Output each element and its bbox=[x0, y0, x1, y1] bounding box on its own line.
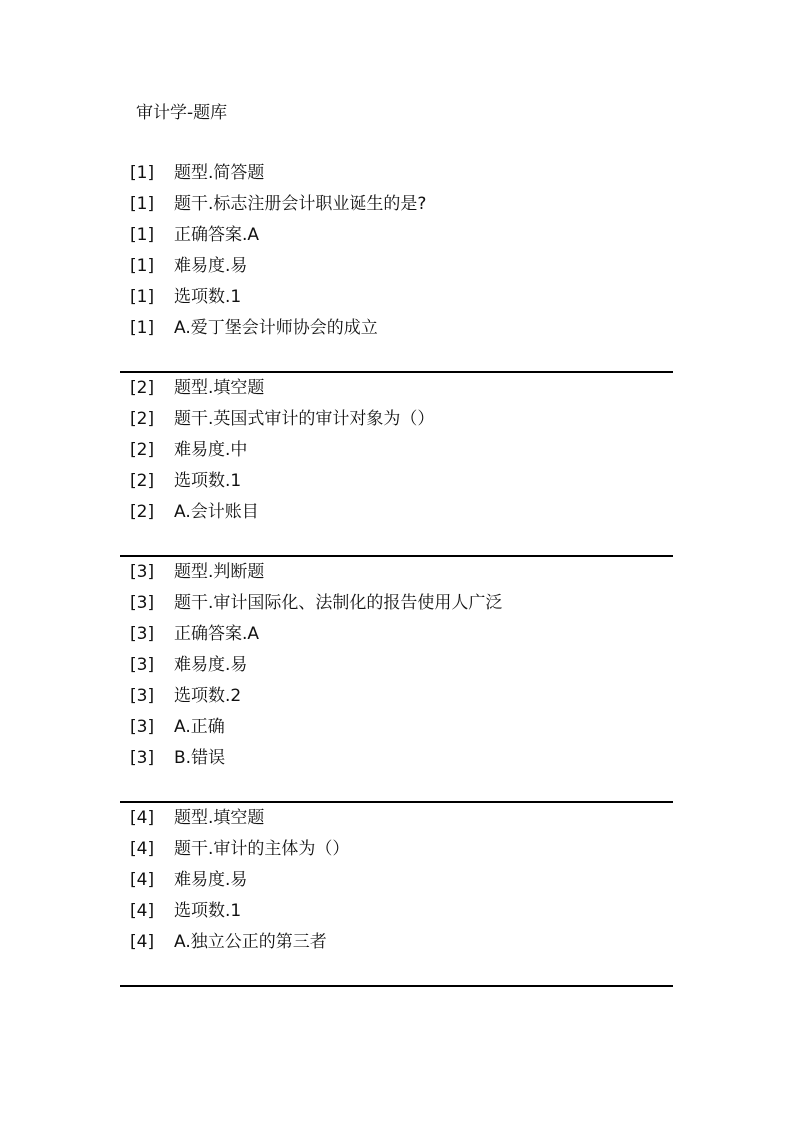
question-line bbox=[120, 743, 673, 774]
question-line bbox=[120, 189, 673, 220]
question-field-text: 难易度.易 bbox=[174, 870, 248, 890]
question-line bbox=[120, 927, 673, 958]
question-field-text: A.正确 bbox=[174, 717, 225, 737]
question-number: [3] bbox=[130, 717, 155, 737]
question-number: [1] bbox=[130, 194, 155, 214]
question-line bbox=[120, 650, 673, 681]
question-line bbox=[120, 803, 673, 834]
question-number: [2] bbox=[130, 440, 155, 460]
question-number: [4] bbox=[130, 901, 155, 921]
question-number: [1] bbox=[130, 287, 155, 307]
question-field-text: 题干.标志注册会计职业诞生的是? bbox=[174, 194, 427, 214]
question-block bbox=[120, 158, 673, 373]
question-list bbox=[120, 158, 673, 987]
question-block bbox=[120, 557, 673, 803]
question-field-text: 选项数.1 bbox=[174, 901, 242, 921]
question-field-text: 难易度.易 bbox=[174, 256, 248, 276]
question-number: [4] bbox=[130, 870, 155, 890]
question-field-text: 选项数.2 bbox=[174, 686, 242, 706]
question-number: [1] bbox=[130, 256, 155, 276]
question-field-text: 题型.填空题 bbox=[174, 378, 265, 398]
question-number: [1] bbox=[130, 318, 155, 338]
question-number: [3] bbox=[130, 686, 155, 706]
question-line bbox=[120, 313, 673, 344]
question-line bbox=[120, 557, 673, 588]
question-field-text: 题型.简答题 bbox=[174, 163, 265, 183]
question-field-text: 题型.判断题 bbox=[174, 562, 265, 582]
question-number: [4] bbox=[130, 932, 155, 952]
question-number: [3] bbox=[130, 593, 155, 613]
question-line bbox=[120, 220, 673, 251]
question-number: [1] bbox=[130, 225, 155, 245]
question-field-text: B.错误 bbox=[174, 748, 226, 768]
question-field-text: 题干.审计的主体为（） bbox=[174, 839, 350, 859]
question-line bbox=[120, 497, 673, 528]
question-field-text: 难易度.中 bbox=[174, 440, 248, 460]
question-number: [2] bbox=[130, 502, 155, 522]
question-block bbox=[120, 373, 673, 557]
question-field-text: 题干.英国式审计的审计对象为（） bbox=[174, 409, 435, 429]
question-line bbox=[120, 681, 673, 712]
question-field-text: A.独立公正的第三者 bbox=[174, 932, 327, 952]
question-field-text: 题干.审计国际化、法制化的报告使用人广泛 bbox=[174, 593, 503, 613]
question-number: [3] bbox=[130, 624, 155, 644]
question-number: [4] bbox=[130, 808, 155, 828]
question-number: [1] bbox=[130, 163, 155, 183]
question-line bbox=[120, 373, 673, 404]
question-line bbox=[120, 834, 673, 865]
question-number: [2] bbox=[130, 471, 155, 491]
document-title: 审计学-题库 bbox=[136, 103, 228, 123]
question-number: [2] bbox=[130, 409, 155, 429]
question-field-text: 正确答案.A bbox=[174, 624, 260, 644]
question-line bbox=[120, 466, 673, 497]
question-field-text: 选项数.1 bbox=[174, 287, 242, 307]
question-number: [4] bbox=[130, 839, 155, 859]
question-number: [2] bbox=[130, 378, 155, 398]
question-field-text: 题型.填空题 bbox=[174, 808, 265, 828]
question-number: [3] bbox=[130, 655, 155, 675]
question-line bbox=[120, 896, 673, 927]
question-line bbox=[120, 282, 673, 313]
question-field-text: 正确答案.A bbox=[174, 225, 260, 245]
question-line bbox=[120, 251, 673, 282]
question-block bbox=[120, 803, 673, 987]
question-line bbox=[120, 588, 673, 619]
question-line bbox=[120, 435, 673, 466]
question-line bbox=[120, 619, 673, 650]
question-number: [3] bbox=[130, 562, 155, 582]
question-number: [3] bbox=[130, 748, 155, 768]
question-line bbox=[120, 865, 673, 896]
question-line bbox=[120, 404, 673, 435]
question-line bbox=[120, 712, 673, 743]
question-field-text: A.爱丁堡会计师协会的成立 bbox=[174, 318, 378, 338]
question-line bbox=[120, 158, 673, 189]
question-field-text: A.会计账目 bbox=[174, 502, 259, 522]
question-field-text: 选项数.1 bbox=[174, 471, 242, 491]
question-field-text: 难易度.易 bbox=[174, 655, 248, 675]
